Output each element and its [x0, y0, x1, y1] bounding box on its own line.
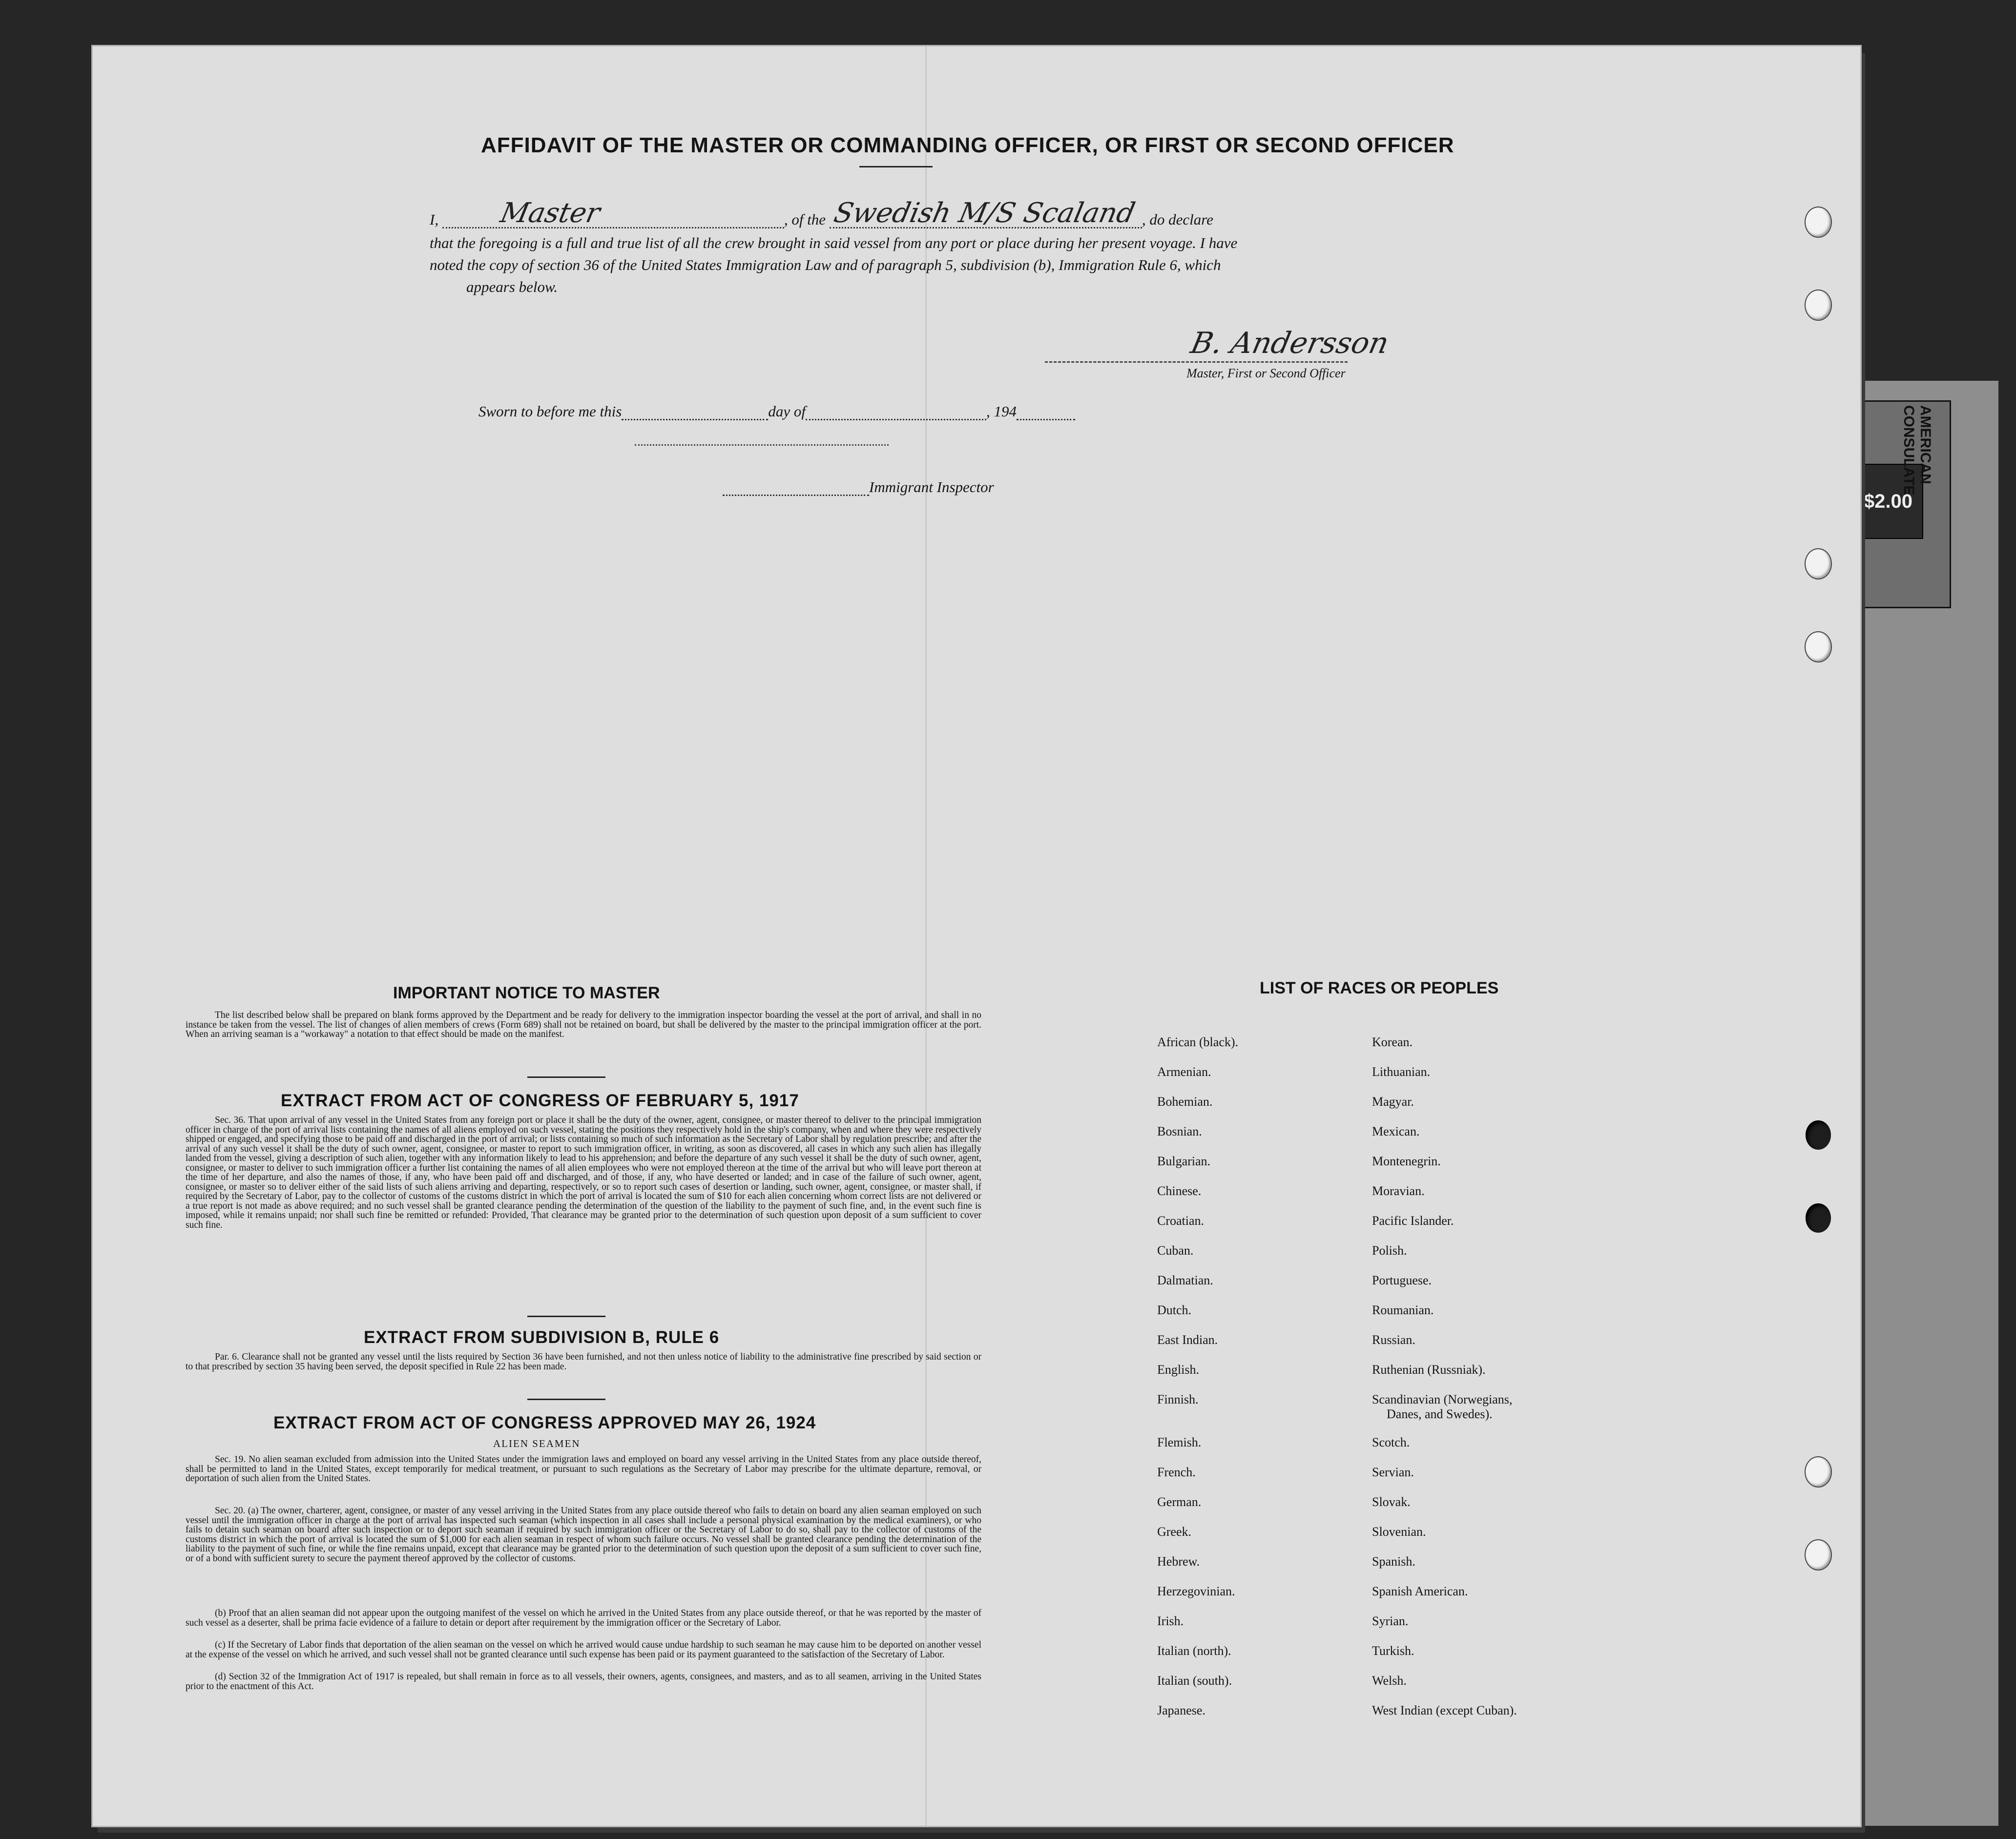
race-item: Bohemian. — [1157, 1095, 1213, 1109]
binder-hole — [1806, 1120, 1831, 1150]
vessel-name-handwritten: Swedish M/S Scaland — [831, 197, 1138, 229]
inspector-line — [723, 478, 994, 496]
races-title: LIST OF RACES OR PEOPLES — [1260, 979, 1499, 997]
notice-title: IMPORTANT NOTICE TO MASTER — [393, 984, 660, 1002]
race-item: Turkish. — [1372, 1644, 1414, 1658]
affidavit-line-2: that the foregoing is a full and true list of all the crew brought in said vessel from any port or place during her present voyage. I have — [430, 234, 1238, 251]
sec-20d-text: (d) Section 32 of the Immigration Act of 1917 is repealed, but shall remain in force as to all vessels, their owners, agents, consignees, and masters, and as to all seamen, arriving in the United States prior to the enactment of this Act. — [186, 1672, 981, 1692]
race-item: Lithuanian. — [1372, 1065, 1431, 1079]
affidavit-suffix: , do declare — [1142, 211, 1213, 228]
binder-hole — [1806, 632, 1831, 661]
affidavit-line-4: appears below. — [466, 278, 558, 295]
section-rule — [527, 1076, 605, 1078]
extract-1924-title: EXTRACT FROM ACT OF CONGRESS APPROVED MAY 26, 1924 — [273, 1413, 816, 1432]
race-item: Pacific Islander. — [1372, 1214, 1454, 1228]
race-item: Spanish American. — [1372, 1584, 1468, 1598]
affidavit-prefix: I, — [430, 211, 439, 228]
sworn-line — [478, 403, 1075, 420]
consulate-stamp-text: AMERICAN CONSULATE — [1901, 405, 1933, 496]
affidavit-mid: , of the — [784, 211, 826, 228]
race-item: German. — [1157, 1495, 1202, 1509]
binder-hole — [1806, 207, 1831, 237]
sworn-year: , 194 — [986, 403, 1017, 420]
race-item: Montenegrin. — [1372, 1154, 1441, 1168]
fee-stamp: $2.00 — [1853, 464, 1923, 539]
manifest-page — [93, 46, 1860, 1826]
race-item: East Indian. — [1157, 1333, 1218, 1347]
race-item: Bosnian. — [1157, 1124, 1202, 1138]
race-item: French. — [1157, 1465, 1196, 1479]
affidavit-line-3: noted the copy of section 36 of the United States Immigration Law and of paragraph 5, subdivision (b), Immigration Rule 6, which — [430, 256, 1221, 273]
affidavit-line-1 — [430, 197, 1213, 229]
notice-text: The list described below shall be prepared on blank forms approved by the Department and be ready for delivery to the immigration inspector boarding the vessel at the port of arrival, and shall in no instance be taken from the vessel. The list of changes of alien members of crews (Form 689) shall not be retained on board, but shall be delivered by the master to the principal immigration officer at the port. When an arriving seaman is a "workaway" a notation to that effect should be made on the manifest. — [186, 1010, 981, 1039]
extract-1917-title: EXTRACT FROM ACT OF CONGRESS OF FEBRUARY 5, 1917 — [281, 1091, 799, 1110]
race-item: Slovenian. — [1372, 1525, 1426, 1539]
race-item: Welsh. — [1372, 1674, 1407, 1688]
sworn-date-field — [622, 406, 768, 420]
race-item: Syrian. — [1372, 1614, 1409, 1628]
sec-20c-text: (c) If the Secretary of Labor finds that deportation of the alien seaman on the vessel on which he arrived would cause undue hardship to such seaman he may cause him to be deported on another vessel at the expense of the vessel on which he arrived, and such vessel shall not be granted clearance until such expense has been paid or its payment guaranteed to the satisfaction of the Secretary of Labor. — [186, 1640, 981, 1660]
race-item: Herzegovinian. — [1157, 1584, 1235, 1598]
race-item: Mexican. — [1372, 1124, 1420, 1138]
race-item: Dutch. — [1157, 1303, 1192, 1317]
race-item: Ruthenian (Russniak). — [1372, 1363, 1486, 1377]
signature-label: Master, First or Second Officer — [1186, 366, 1346, 380]
sec-20b-text: (b) Proof that an alien seaman did not appear upon the outgoing manifest of the vessel on which he arrived in the United States from any place outside thereof, or that he was reported by the master of such vessel as a deserter, shall be prima facie evidence of a failure to detain or deport after requirement by the immigration officer or the Secretary of Labor. — [186, 1608, 981, 1628]
race-item: Flemish. — [1157, 1435, 1202, 1449]
binder-hole — [1806, 1203, 1831, 1233]
race-item: Scotch. — [1372, 1435, 1410, 1449]
race-item: Greek. — [1157, 1525, 1192, 1539]
race-item: English. — [1157, 1363, 1199, 1377]
race-item: Polish. — [1372, 1243, 1407, 1258]
race-item: Croatian. — [1157, 1214, 1205, 1228]
race-item: Italian (south). — [1157, 1674, 1232, 1688]
binder-hole — [1806, 1540, 1831, 1570]
race-item: Portuguese. — [1372, 1273, 1432, 1287]
section-rule — [527, 1399, 605, 1400]
race-item: Servian. — [1372, 1465, 1414, 1479]
race-item: Dalmatian. — [1157, 1273, 1213, 1287]
subdivision-b-title: EXTRACT FROM SUBDIVISION B, RULE 6 — [364, 1328, 720, 1347]
vessel-name-field — [830, 197, 1142, 229]
sec-19-text: Sec. 19. No alien seaman excluded from admission into the United States under the immigration laws and employed on board any vessel arriving in the United States from any place outside thereof, shall be permitted to land in the United States, except temporarily for medical treatment, or pursuant to such regulations as the Secretary of Labor may prescribe for the ultimate departure, removal, or deportation of such alien from the United States. — [186, 1454, 981, 1484]
signature-line — [1045, 326, 1392, 363]
sworn-prefix: Sworn to before me this — [478, 403, 622, 420]
race-item: Spanish. — [1372, 1554, 1415, 1569]
sworn-month-field — [806, 406, 986, 420]
race-item: African (black). — [1157, 1035, 1239, 1049]
extract-1917-text: Sec. 36. That upon arrival of any vessel in the United States from any foreign port or place it shall be the duty of the owner, agent, consignee, or master thereof to deliver to the principal immigration officer in charge of the port of arrival lists containing the names of all aliens employed on such vessel, stating the positions they respectively hold in the ship's company, when and where they were respectively shipped or engaged, and specifying those to be paid off and discharged in the port of arrival; or lists containing so much of such information as the Secretary of Labor shall by regulation prescribe; and after the arrival of any such vessel it shall be the duty of such owner, agent, consignee, or master to report to such immigration officer, in writing, as soon as discovered, all cases in which any such alien has illegally landed from the vessel, giving a description of such alien, together with any information likely to lead to his apprehension; and before the departure of any such vessel it shall be the duty of such owner, agent, consignee, or master to deliver to such immigration officer a further list containing the names of all alien employees who were not employed thereon at the time of the arrival but who will leave port thereon at the time of her departure, and also the names of those, if any, who have been paid off and discharged, and of those, if any, who have deserted or landed; and in case of the failure of such owner, agent, consignee, or master so to deliver either of the said lists of such aliens arriving and departing, respectively, or so to report such cases of desertion or landing, such owner, agent, consignee, or master shall, if required by the Secretary of Labor, pay to the collector of customs of the customs district in which the port of arrival is located the sum of $10 for each alien concerning whom correct lists are not delivered or a true report is not made as above required; and no such vessel shall be granted clearance pending the determination of the question of the liability to the payment of such fine, and, in the event such fine is imposed, while it remains unpaid; nor shall such fine be remitted or refunded: Provided, That clearance may be granted prior to the determination of such question upon deposit of a sum sufficient to cover such fine. — [186, 1115, 981, 1230]
race-item: Armenian. — [1157, 1065, 1211, 1079]
race-item: Roumanian. — [1372, 1303, 1434, 1317]
alien-seamen-subtitle: ALIEN SEAMEN — [493, 1438, 581, 1449]
binder-hole — [1806, 549, 1831, 579]
officer-signature: B. Andersson — [1187, 326, 1392, 360]
race-item: Italian (north). — [1157, 1644, 1231, 1658]
sworn-year-field — [1017, 406, 1075, 420]
race-item: Scandinavian (Norwegians, — [1372, 1392, 1513, 1406]
master-name-handwritten: Master — [497, 197, 603, 229]
race-item: Magyar. — [1372, 1095, 1414, 1109]
race-item: Bulgarian. — [1157, 1154, 1211, 1168]
race-item: Korean. — [1372, 1035, 1413, 1049]
race-item: Japanese. — [1157, 1703, 1205, 1717]
race-item: Chinese. — [1157, 1184, 1202, 1198]
sec-20a-text: Sec. 20. (a) The owner, charterer, agent, consignee, or master of any vessel arriving in the United States from any place outside thereof who fails to detain on board any alien seaman employed on such vessel until the immigration officer in charge at the port of arrival has inspected such seaman (which inspection in all cases shall include a personal physical examination by the medical examiners), or who fails to detain such seaman on board after such inspection or to deport such seaman if required by such immigration officer or the Secretary of Labor to do so, shall pay to the collector of customs of the customs district in which the port of arrival is located the sum of $1,000 for each alien seaman in respect of whom such failure occurs. No vessel shall be granted clearance pending the determination of the liability to the payment of such fine, or while the fine remains unpaid, except that clearance may be granted prior to the determination of such question upon the deposit of a sum sufficient to cover such fine, or of a bond with sufficient surety to secure the payment thereof approved by the collector of customs. — [186, 1506, 981, 1564]
inspector-signature-line — [635, 444, 889, 446]
race-item: Slovak. — [1372, 1495, 1411, 1509]
race-item: Hebrew. — [1157, 1554, 1200, 1569]
race-item: Finnish. — [1157, 1392, 1199, 1406]
binder-hole — [1806, 1457, 1831, 1487]
race-item: Russian. — [1372, 1333, 1415, 1347]
race-item: Cuban. — [1157, 1243, 1194, 1258]
binder-hole — [1806, 290, 1831, 320]
master-name-field — [442, 197, 784, 229]
race-item: Danes, and Swedes). — [1387, 1407, 1493, 1421]
affidavit-title: AFFIDAVIT OF THE MASTER OR COMMANDING OFFICER, OR FIRST OR SECOND OFFICER — [481, 133, 1455, 157]
subdivision-b-text: Par. 6. Clearance shall not be granted any vessel until the lists required by Section 36 have been furnished, and not then unless notice of liability to the administrative fine prescribed by said section or to that prescribed by section 35 having been served, the deposit specified in Rule 22 has been made. — [186, 1352, 981, 1372]
inspector-label: Immigrant Inspector — [869, 478, 994, 496]
section-rule — [527, 1316, 605, 1317]
race-item: Moravian. — [1372, 1184, 1425, 1198]
inspector-field — [723, 482, 869, 496]
title-rule — [859, 166, 933, 167]
race-item: West Indian (except Cuban). — [1372, 1703, 1517, 1717]
race-item: Irish. — [1157, 1614, 1184, 1628]
sworn-day: day of — [768, 403, 806, 420]
